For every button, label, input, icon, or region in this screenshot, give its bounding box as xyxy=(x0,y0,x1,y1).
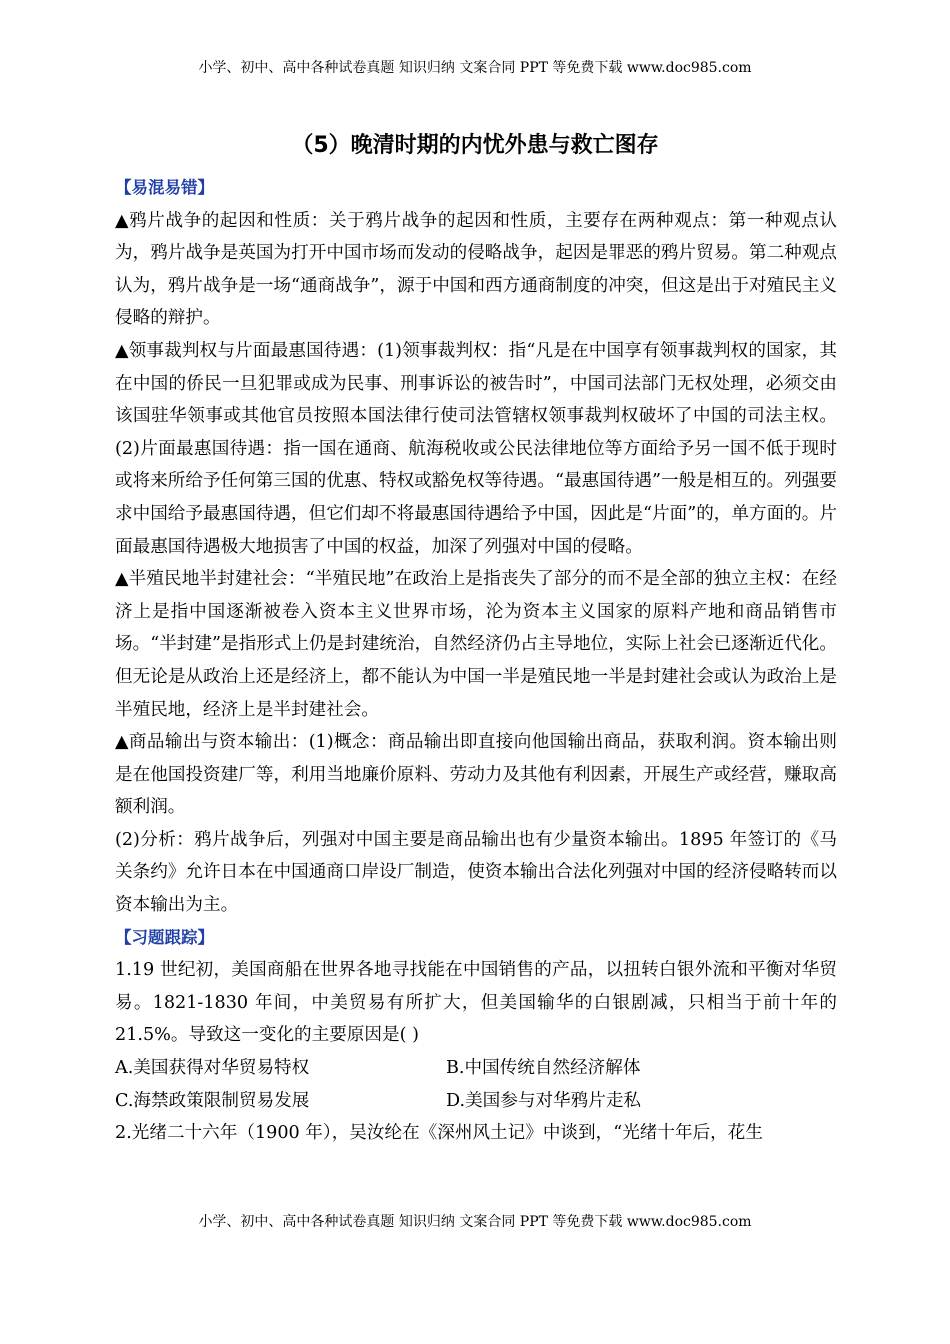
paragraph-consular-jurisdiction: ▲领事裁判权与片面最惠国待遇：(1)领事裁判权：指“凡是在中国享有领事裁判权的国家，其在中国的侨民一旦犯罪或成为民事、刑事诉讼的被告时”，中国司法部门无权处理，必须交由该国驻华领事或其他官员按照本国法律行使司法管辖权领事裁判权破坏了中国的司法主权。(2)片面最惠国待遇：指一国在通商、航海税收或公民法律地位等方面给予另一国不低于现时或将来所给予任何第三国的优惠、特权或豁免权等待遇。“最惠国待遇”一般是相互的。列强要求中国给予最惠国待遇，但它们却不将最惠国待遇给予中国，因此是“片面”的，单方面的。片面最惠国待遇极大地损害了中国的权益，加深了列强对中国的侵略。 xyxy=(115,340,837,557)
paragraph-export-analysis: (2)分析：鸦片战争后，列强对中国主要是商品输出也有少量资本输出。1895 年签订的《马关条约》允许日本在中国通商口岸设厂制造，使资本输出合法化列强对中国的经济侵略转而以资本输出为主。 xyxy=(115,829,837,916)
section-heading-confusions: 【易混易错】 xyxy=(115,178,214,197)
question-1-stem: 1.19 世纪初，美国商船在世界各地寻找能在中国销售的产品，以扭转白银外流和平衡对华贸易。1821-1830 年间，中美贸易有所扩大，但美国输华的白银剧减，只相当于前十年的 21.5%。导致这一变化的主要原因是( ) xyxy=(115,960,837,1046)
option-d: D.美国参与对华鸦片走私 xyxy=(446,1090,642,1111)
option-c: C.海禁政策限制贸易发展 xyxy=(115,1090,310,1111)
question-2-stem: 2.光绪二十六年（1900 年），吴汝纶在《深州风土记》中谈到，“光绪十年后，花生 xyxy=(115,1123,763,1144)
option-b: B.中国传统自然经济解体 xyxy=(446,1058,641,1079)
question-1-options-row-1 xyxy=(115,1052,837,1085)
paragraph-export-concept: ▲商品输出与资本输出：(1)概念：商品输出即直接向他国输出商品，获取利润。资本输出则是在他国投资建厂等，利用当地廉价原料、劳动力及其他有利因素，开展生产或经营，赚取高额利润。 xyxy=(115,732,837,818)
paragraph-semi-colonial: ▲半殖民地半封建社会：“半殖民地”在政治上是指丧失了部分的而不是全部的独立主权：在经济上是指中国逐渐被卷入资本主义世界市场，沦为资本主义国家的原料产地和商品销售市场。“半封建”是指形式上仍是封建统治，自然经济仍占主导地位，实际上社会已逐渐近代化。但无论是从政治上还是经济上，都不能认为中国一半是殖民地一半是封建社会或认为政治上是半殖民地，经济上是半封建社会。 xyxy=(115,569,837,720)
main-content xyxy=(115,172,837,1150)
section-heading-exercises: 【习题跟踪】 xyxy=(115,927,214,947)
page-header: 小学、初中、高中各种试卷真题 知识归纳 文案合同 PPT 等免费下载 www.doc985.com xyxy=(198,60,752,76)
option-a: A.美国获得对华贸易特权 xyxy=(115,1058,310,1079)
paragraph-opium-war: ▲鸦片战争的起因和性质：关于鸦片战争的起因和性质，主要存在两种观点：第一种观点认为，鸦片战争是英国为打开中国市场而发动的侵略战争，起因是罪恶的鸦片贸易。第二种观点认为，鸦片战争是一场“通商战争”，源于中国和西方通商制度的冲突，但这是出于对殖民主义侵略的辩护。 xyxy=(115,210,837,329)
page-title: （5）晚清时期的内忧外患与救亡图存 xyxy=(291,133,659,158)
question-1-options-row-2 xyxy=(115,1085,837,1118)
page-footer: 小学、初中、高中各种试卷真题 知识归纳 文案合同 PPT 等免费下载 www.doc985.com xyxy=(198,1214,752,1230)
